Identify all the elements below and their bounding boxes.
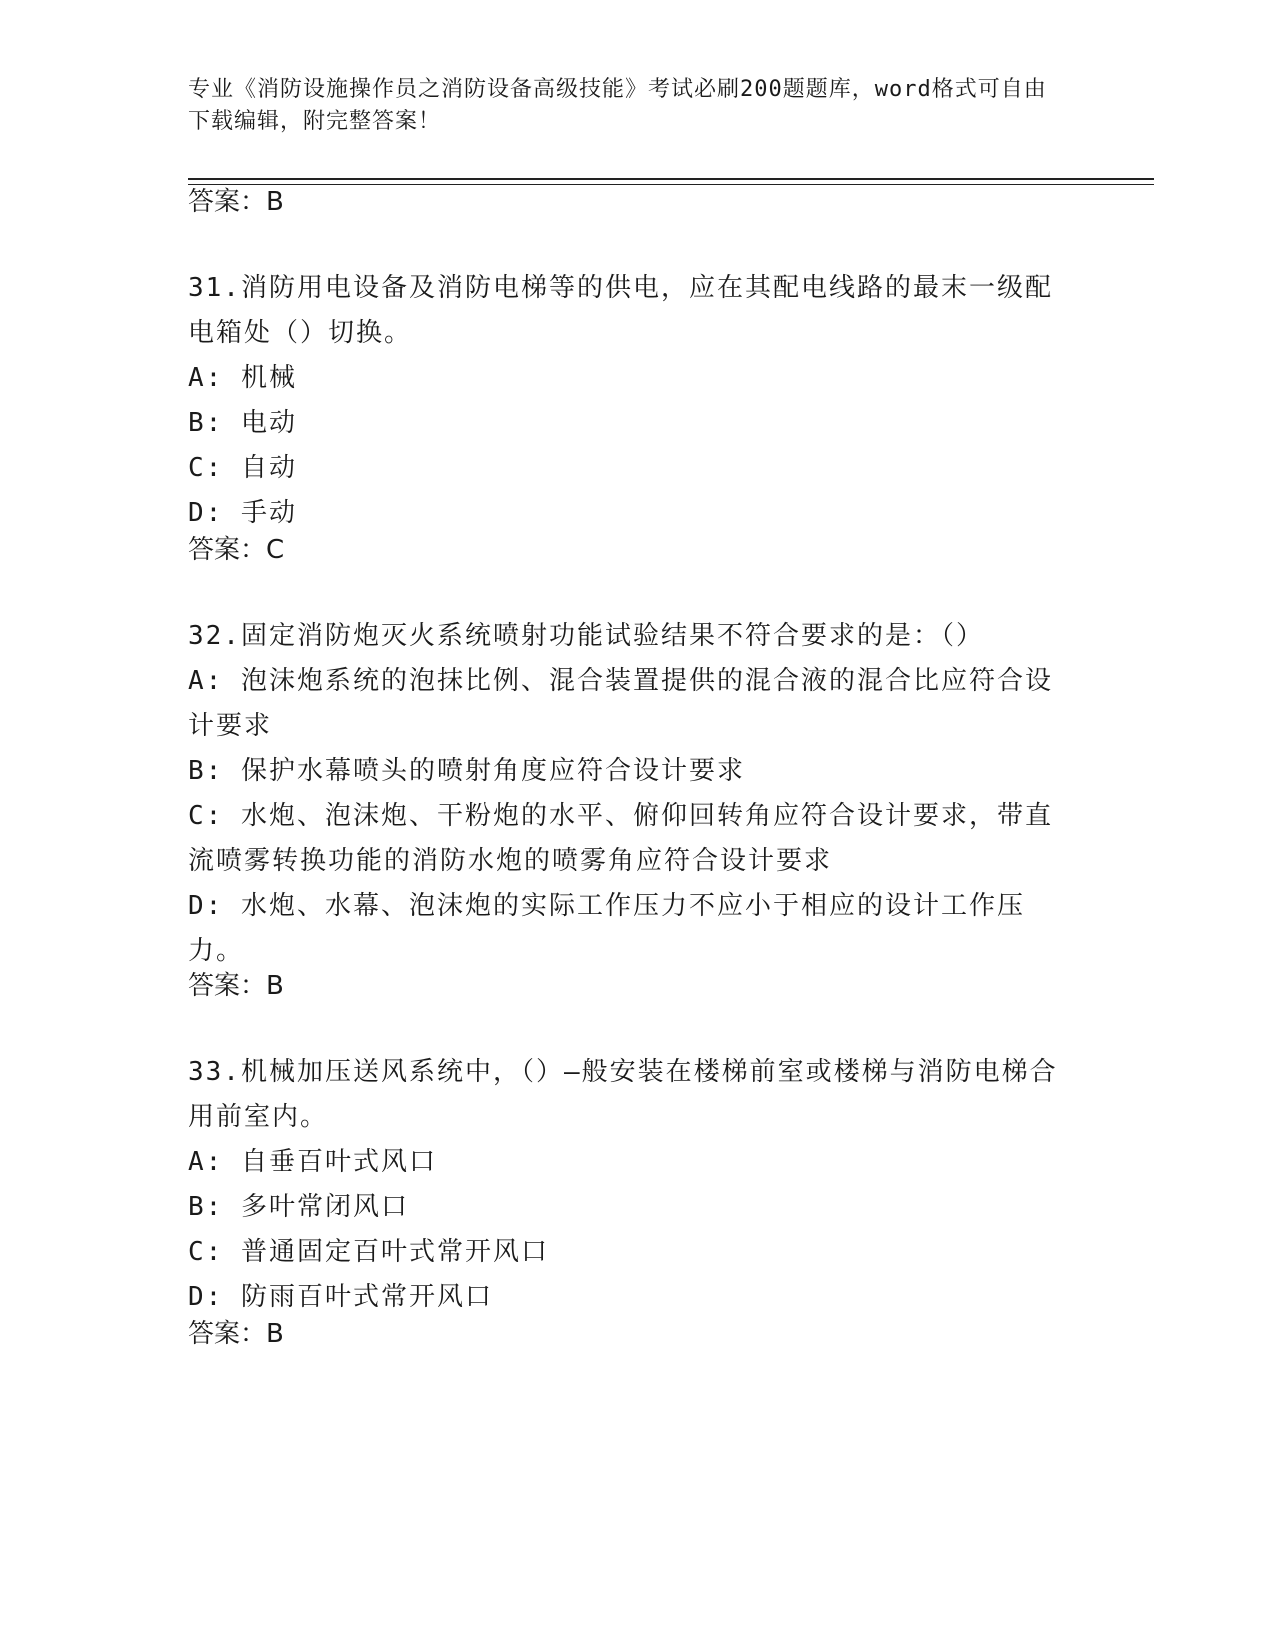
header-divider-thick xyxy=(188,178,1154,180)
question-32 xyxy=(188,614,1078,974)
question-stem: 31.消防用电设备及消防电梯等的供电，应在其配电线路的最末一级配电箱处（）切换。 xyxy=(188,273,1053,348)
option-a: A: 机械 xyxy=(188,363,297,393)
option-b: B: 多叶常闭风口 xyxy=(188,1192,409,1222)
option-a: A: 泡沫炮系统的泡抹比例、混合装置提供的混合液的混合比应符合设计要求 xyxy=(188,666,1053,741)
question-31-answer: 答案：C xyxy=(188,535,285,565)
question-33 xyxy=(188,1050,1078,1320)
option-c: C: 水炮、泡沫炮、干粉炮的水平、俯仰回转角应符合设计要求，带直流喷雾转换功能的消防水炮的喷雾角应符合设计要求 xyxy=(188,801,1053,876)
option-d: D: 防雨百叶式常开风口 xyxy=(188,1282,493,1312)
option-d: D: 手动 xyxy=(188,498,297,528)
option-d: D: 水炮、水幕、泡沫炮的实际工作压力不应小于相应的设计工作压力。 xyxy=(188,891,1025,966)
question-31 xyxy=(188,266,1078,536)
header-divider-thin xyxy=(188,184,1154,185)
question-stem: 33.机械加压送风系统中，（）—般安装在楼梯前室或楼梯与消防电梯合用前室内。 xyxy=(188,1057,1058,1132)
document-header: 专业《消防设施操作员之消防设备高级技能》考试必刷200题题库，word格式可自由下载编辑，附完整答案！ xyxy=(188,77,1047,134)
option-c: C: 自动 xyxy=(188,453,297,483)
previous-answer: 答案：B xyxy=(188,187,284,217)
question-32-answer: 答案：B xyxy=(188,971,284,1001)
question-33-answer: 答案：B xyxy=(188,1319,284,1349)
option-c: C: 普通固定百叶式常开风口 xyxy=(188,1237,549,1267)
question-stem: 32.固定消防炮灭火系统喷射功能试验结果不符合要求的是：（） xyxy=(188,621,984,651)
option-b: B: 保护水幕喷头的喷射角度应符合设计要求 xyxy=(188,756,745,786)
option-a: A: 自垂百叶式风口 xyxy=(188,1147,437,1177)
option-b: B: 电动 xyxy=(188,408,297,438)
